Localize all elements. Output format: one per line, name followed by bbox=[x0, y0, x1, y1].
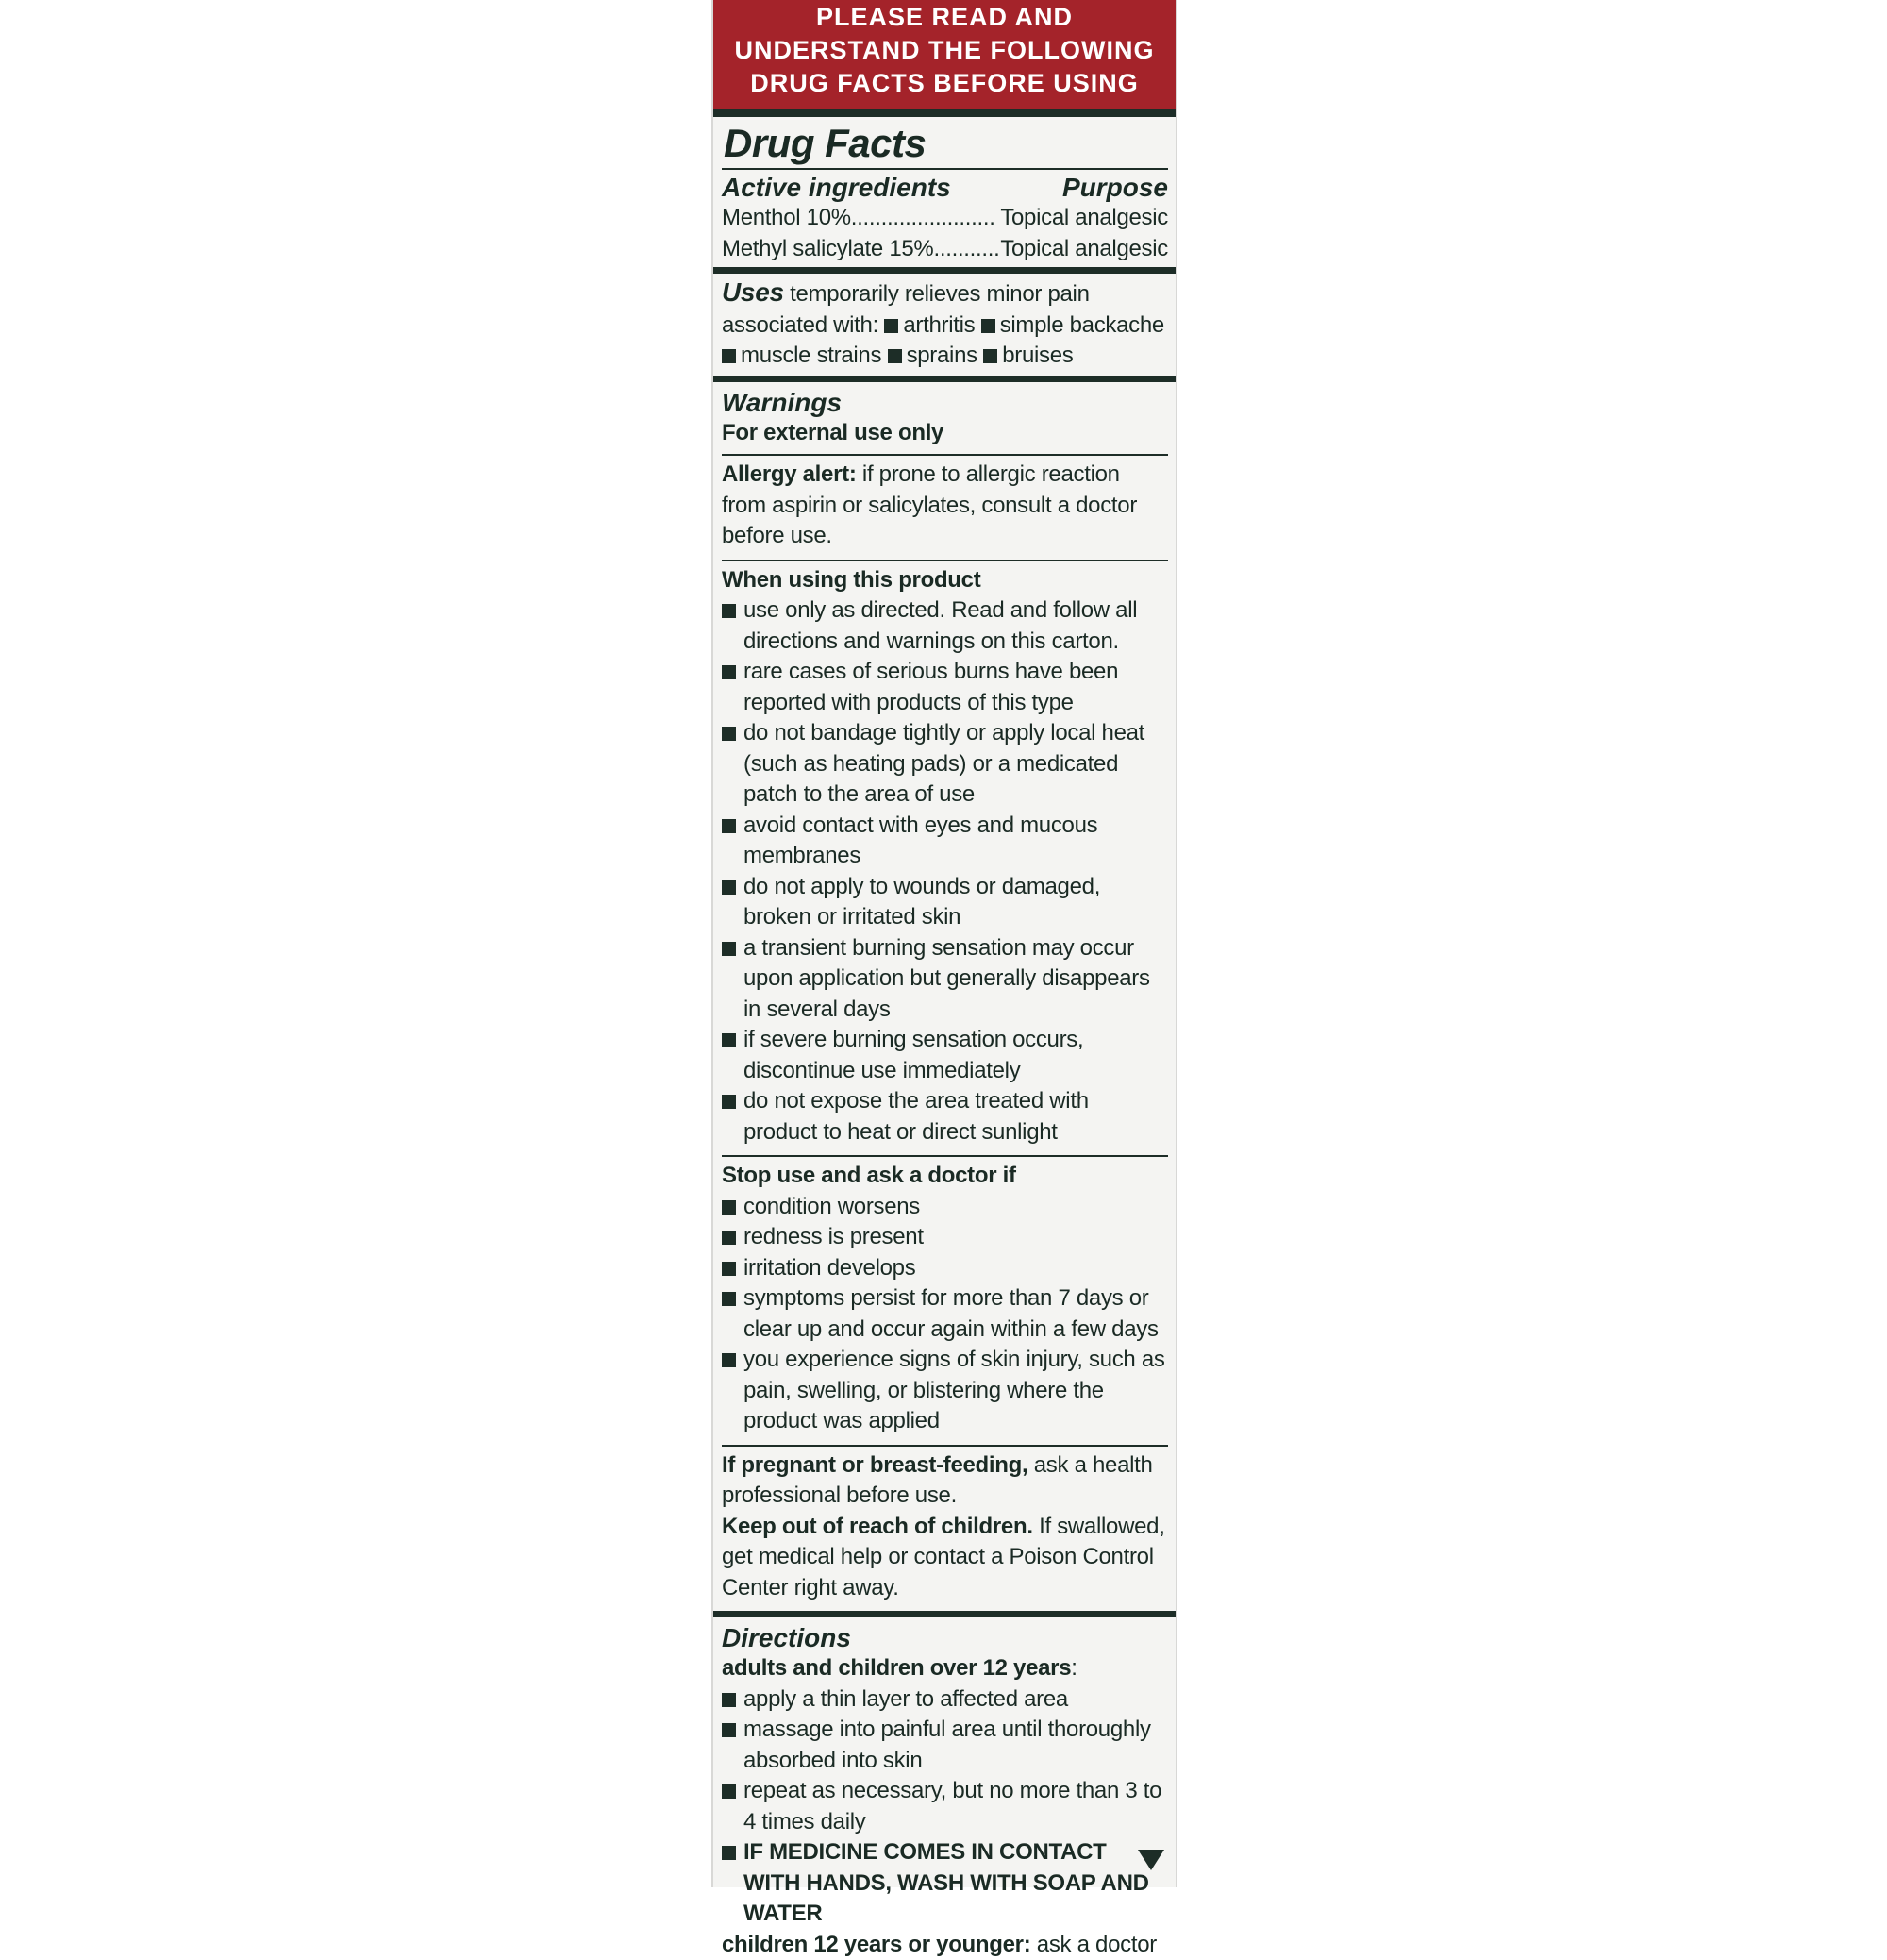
pregnancy-children-section bbox=[722, 1445, 1168, 1612]
external-use-note: For external use only bbox=[722, 419, 944, 445]
list-item-text: repeat as necessary, but no more than 3 to 4 times daily bbox=[743, 1778, 1162, 1834]
list-item-text: rare cases of serious burns have been reported with products of this type bbox=[743, 659, 1119, 715]
square-bullet-icon bbox=[722, 1723, 736, 1737]
list-item-text: you experience signs of skin injury, such as pain, swelling, or blistering where the product was applied bbox=[743, 1347, 1165, 1433]
when-using-heading: When using this product bbox=[722, 566, 981, 593]
purpose-heading: Purpose bbox=[1061, 173, 1168, 202]
use-item: sprains bbox=[906, 343, 977, 368]
pregnancy-warning bbox=[722, 1450, 1168, 1512]
list-item-text: do not expose the area treated with product to heat or direct sunlight bbox=[743, 1088, 1089, 1145]
list-item-text: IF MEDICINE COMES IN CONTACT WITH HANDS, WASH WITH SOAP AND WATER bbox=[743, 1839, 1149, 1926]
square-bullet-icon bbox=[722, 1200, 736, 1215]
pregnancy-text: ask a health professional before use. bbox=[722, 1451, 1153, 1508]
list-item bbox=[722, 1684, 1168, 1716]
list-item-text: apply a thin layer to affected area bbox=[743, 1685, 1068, 1712]
leader-dots: ........... bbox=[933, 235, 1000, 261]
list-item bbox=[722, 1837, 1168, 1930]
square-bullet-icon bbox=[722, 819, 736, 833]
square-bullet-icon bbox=[722, 1033, 736, 1047]
banner-line-2: UNDERSTAND THE FOLLOWING bbox=[734, 36, 1155, 64]
square-bullet-icon bbox=[722, 1353, 736, 1367]
square-bullet-icon bbox=[722, 604, 736, 618]
square-bullet-icon bbox=[722, 1262, 736, 1276]
square-bullet-icon bbox=[722, 880, 736, 895]
list-item-text: avoid contact with eyes and mucous membranes bbox=[743, 812, 1098, 868]
stop-use-section bbox=[722, 1155, 1168, 1445]
children-directions-text: ask a doctor bbox=[1036, 1931, 1157, 1957]
directions-heading: Directions bbox=[722, 1623, 851, 1652]
active-ingredients-heading: Active ingredients bbox=[722, 173, 951, 202]
ingredient-row bbox=[722, 234, 1168, 265]
adults-colon: : bbox=[1071, 1655, 1077, 1681]
square-bullet-icon bbox=[722, 942, 736, 956]
square-bullet-icon bbox=[981, 319, 995, 333]
stop-use-heading: Stop use and ask a doctor if bbox=[722, 1163, 1016, 1188]
ingredient-name: Methyl salicylate 15% bbox=[722, 235, 934, 261]
children-warning bbox=[722, 1512, 1168, 1604]
adults-label: adults and children over 12 years bbox=[722, 1655, 1072, 1681]
square-bullet-icon bbox=[722, 349, 736, 363]
list-item-text: do not bandage tightly or apply local heat (such as heating pads) or a medicated patch to the area of use bbox=[743, 720, 1145, 807]
list-item bbox=[722, 872, 1168, 933]
list-item bbox=[722, 1192, 1168, 1223]
list-item bbox=[722, 1025, 1168, 1086]
list-item bbox=[722, 1345, 1168, 1437]
ingredient-row bbox=[722, 203, 1168, 234]
list-item-text: symptoms persist for more than 7 days or clear up and occur again within a few days bbox=[743, 1285, 1159, 1342]
triangle-down-icon bbox=[1138, 1850, 1164, 1870]
list-item-text: massage into painful area until thoroughly absorbed into skin bbox=[743, 1717, 1151, 1773]
square-bullet-icon bbox=[722, 1231, 736, 1245]
banner-line-3: DRUG FACTS BEFORE USING bbox=[750, 69, 1139, 97]
list-item bbox=[722, 933, 1168, 1026]
uses-heading: Uses bbox=[722, 277, 784, 307]
square-bullet-icon bbox=[722, 1095, 736, 1109]
square-bullet-icon bbox=[722, 1846, 736, 1860]
list-item bbox=[722, 1283, 1168, 1345]
square-bullet-icon bbox=[722, 1784, 736, 1799]
ingredient-name: Menthol 10% bbox=[722, 205, 851, 230]
use-item: arthritis bbox=[903, 311, 976, 338]
list-item bbox=[722, 595, 1168, 657]
banner-line-1: PLEASE READ AND bbox=[815, 3, 1074, 31]
list-item-text: irritation develops bbox=[743, 1254, 916, 1281]
ingredient-purpose: Topical analgesic bbox=[1000, 205, 1168, 230]
ingredient-purpose: Topical analgesic bbox=[1000, 235, 1168, 261]
list-item-text: do not apply to wounds or damaged, broken or irritated skin bbox=[743, 873, 1101, 930]
list-item bbox=[722, 1715, 1168, 1776]
square-bullet-icon bbox=[888, 349, 902, 363]
use-item: muscle strains bbox=[741, 343, 882, 368]
drug-facts-title: Drug Facts bbox=[724, 121, 927, 165]
list-item bbox=[722, 718, 1168, 811]
list-item bbox=[722, 1776, 1168, 1837]
drug-facts-panel bbox=[711, 0, 1177, 1957]
allergy-text: if prone to allergic reaction from aspirin or salicylates, consult a doctor before use. bbox=[722, 461, 1138, 548]
square-bullet-icon bbox=[983, 349, 997, 363]
square-bullet-icon bbox=[722, 665, 736, 679]
warnings-section bbox=[713, 376, 1176, 1612]
list-item-text: a transient burning sensation may occur upon application but generally disappears in several days bbox=[743, 934, 1150, 1022]
leader-dots: ........................ bbox=[850, 205, 995, 230]
list-item bbox=[722, 1222, 1168, 1253]
list-item-text: use only as directed. Read and follow all directions and warnings on this carton. bbox=[743, 597, 1138, 654]
when-using-section bbox=[722, 560, 1168, 1156]
children-label: Keep out of reach of children. bbox=[722, 1513, 1033, 1539]
pregnancy-label: If pregnant or breast-feeding, bbox=[722, 1451, 1028, 1478]
uses-section bbox=[713, 267, 1176, 376]
allergy-label: Allergy alert: bbox=[722, 461, 857, 487]
list-item bbox=[722, 1253, 1168, 1284]
warning-banner bbox=[713, 0, 1176, 117]
active-ingredients-section bbox=[722, 168, 1168, 267]
list-item-text: redness is present bbox=[743, 1224, 924, 1249]
square-bullet-icon bbox=[722, 1292, 736, 1306]
children-text: If swallowed, get medical help or contact a Poison Control Center right away. bbox=[722, 1513, 1165, 1600]
square-bullet-icon bbox=[722, 727, 736, 741]
list-item bbox=[722, 811, 1168, 872]
uses-intro: temporarily relieves minor pain associated with: bbox=[722, 281, 1090, 338]
allergy-alert bbox=[722, 454, 1168, 560]
use-item: bruises bbox=[1002, 343, 1074, 368]
square-bullet-icon bbox=[722, 1693, 736, 1707]
list-item bbox=[722, 1086, 1168, 1148]
use-item: simple backache bbox=[999, 311, 1164, 338]
list-item bbox=[722, 657, 1168, 718]
children-directions-label: children 12 years or younger: bbox=[722, 1931, 1031, 1957]
directions-section bbox=[713, 1611, 1176, 1960]
warnings-heading: Warnings bbox=[722, 387, 843, 417]
list-item-text: condition worsens bbox=[743, 1193, 921, 1219]
list-item-text: if severe burning sensation occurs, discontinue use immediately bbox=[743, 1027, 1084, 1083]
square-bullet-icon bbox=[884, 319, 898, 333]
